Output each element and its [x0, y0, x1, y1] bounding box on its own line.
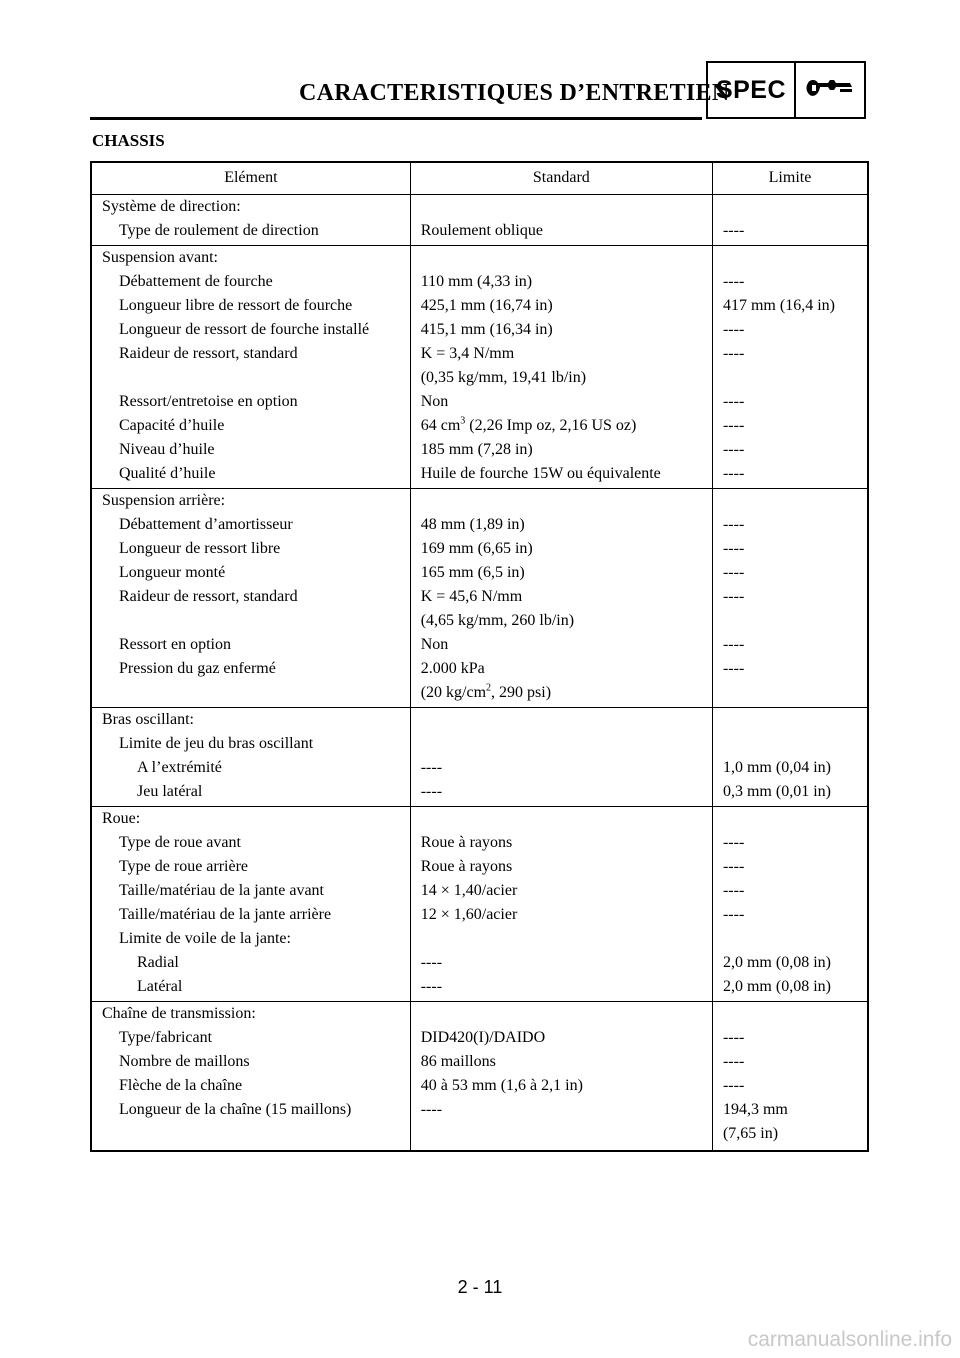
row-label: Raideur de ressort, standard [91, 342, 410, 390]
row-standard: 425,1 mm (16,74 in) [410, 294, 712, 318]
row-limit: 0,3 mm (0,01 in) [712, 780, 868, 807]
row-label: Taille/matériau de la jante arrière [91, 903, 410, 927]
row-limit: ---- [712, 1026, 868, 1050]
row-standard-suffix: (2,26 Imp oz, 2,16 US oz) [465, 417, 637, 434]
row-standard: Roue à rayons [410, 855, 712, 879]
row-label: Ressort en option [91, 633, 410, 657]
spec-badge-label: SPEC [708, 63, 796, 117]
table-row [91, 585, 868, 633]
row-limit: 2,0 mm (0,08 in) [712, 951, 868, 975]
table-row [91, 756, 868, 780]
row-label: Capacité d’huile [91, 414, 410, 438]
row-limit: ---- [712, 462, 868, 489]
row-label: Longueur libre de ressort de fourche [91, 294, 410, 318]
row-standard: ---- [410, 951, 712, 975]
row-limit: ---- [712, 585, 868, 633]
table-row [91, 513, 868, 537]
table-row [91, 975, 868, 1002]
row-limit: ---- [712, 879, 868, 903]
table-row [91, 831, 868, 855]
group-heading-row [91, 195, 868, 220]
row-label: Longueur monté [91, 561, 410, 585]
table-row [91, 294, 868, 318]
row-standard-line1: K = 45,6 N/mm [420, 588, 523, 605]
group-heading-row [91, 807, 868, 832]
row-standard: 415,1 mm (16,34 in) [410, 318, 712, 342]
watermark: carmanualsonline.info [747, 1328, 952, 1351]
page-number: 2 - 11 [457, 1277, 503, 1297]
column-header-standard: Standard [410, 162, 712, 195]
row-label: Débattement de fourche [91, 270, 410, 294]
table-row [91, 438, 868, 462]
row-standard: ---- [410, 756, 712, 780]
row-limit: ---- [712, 657, 868, 708]
row-standard: 12 × 1,60/acier [410, 903, 712, 927]
row-standard-line2: (4,65 kg/mm, 260 lb/in) [420, 612, 575, 629]
row-limit: ---- [712, 855, 868, 879]
row-standard: ---- [410, 975, 712, 1002]
row-label: Ressort/entretoise en option [91, 390, 410, 414]
group-heading: Chaîne de transmission: [91, 1002, 410, 1027]
row-label: Type de roulement de direction [91, 219, 410, 246]
group-heading: Système de direction: [91, 195, 410, 220]
table-row [91, 270, 868, 294]
group-heading-row [91, 489, 868, 514]
row-limit: ---- [712, 390, 868, 414]
group-heading: Bras oscillant: [91, 708, 410, 733]
table-row [91, 951, 868, 975]
row-standard-line2 [421, 681, 712, 705]
row-limit: ---- [712, 318, 868, 342]
row-standard: Non [410, 633, 712, 657]
row-label: Longueur de ressort de fourche installé [91, 318, 410, 342]
row-label: Limite de jeu du bras oscillant [91, 732, 410, 756]
row-limit-line2: (7,65 in) [722, 1125, 779, 1142]
wrench-icon [796, 63, 864, 117]
row-standard [410, 414, 712, 438]
row-standard-line1: 2.000 kPa [420, 660, 485, 677]
row-limit: ---- [712, 513, 868, 537]
row-standard-value: (20 kg/cm [420, 684, 487, 701]
row-standard-line1: K = 3,4 N/mm [420, 345, 515, 362]
row-label: Nombre de maillons [91, 1050, 410, 1074]
group-heading-row [91, 246, 868, 271]
row-limit: ---- [712, 1074, 868, 1098]
table-row [91, 1050, 868, 1074]
table-row [91, 318, 868, 342]
row-limit: ---- [712, 561, 868, 585]
table-row [91, 390, 868, 414]
row-standard: 165 mm (6,5 in) [410, 561, 712, 585]
row-limit: ---- [712, 438, 868, 462]
row-limit: 417 mm (16,4 in) [712, 294, 868, 318]
row-limit-line1: 194,3 mm [722, 1101, 788, 1118]
table-row [91, 342, 868, 390]
table-row [91, 780, 868, 807]
row-label: Niveau d’huile [91, 438, 410, 462]
row-label: Débattement d’amortisseur [91, 513, 410, 537]
row-limit: ---- [712, 537, 868, 561]
row-label: Qualité d’huile [91, 462, 410, 489]
page-header-title: CARACTERISTIQUES D’ENTRETIEN [299, 80, 730, 106]
table-row [91, 855, 868, 879]
row-standard: ---- [410, 1098, 712, 1151]
row-standard-line2: (0,35 kg/mm, 19,41 lb/in) [420, 369, 587, 386]
row-label: Raideur de ressort, standard [91, 585, 410, 633]
superscript: 2 [486, 682, 492, 694]
row-standard: ---- [410, 780, 712, 807]
table-row [91, 219, 868, 246]
table-row [91, 1026, 868, 1050]
table-row [91, 537, 868, 561]
table-row [91, 657, 868, 708]
row-limit: ---- [712, 633, 868, 657]
row-label: Type/fabricant [91, 1026, 410, 1050]
spec-badge [706, 61, 866, 119]
table-row [91, 414, 868, 438]
row-limit: ---- [712, 219, 868, 246]
row-label: Flèche de la chaîne [91, 1074, 410, 1098]
row-label: Jeu latéral [91, 780, 410, 807]
row-limit: 1,0 mm (0,04 in) [712, 756, 868, 780]
row-standard: DID420(I)/DAIDO [410, 1026, 712, 1050]
row-standard [410, 585, 712, 633]
row-standard: Non [410, 390, 712, 414]
row-label: Longueur de ressort libre [91, 537, 410, 561]
group-heading-row [91, 1002, 868, 1027]
table-row [91, 879, 868, 903]
row-standard: 86 maillons [410, 1050, 712, 1074]
row-limit: ---- [712, 270, 868, 294]
column-header-limit: Limite [712, 162, 868, 195]
header-divider [90, 117, 702, 120]
table-row [91, 903, 868, 927]
row-standard: 14 × 1,40/acier [410, 879, 712, 903]
row-label: A l’extrémité [91, 756, 410, 780]
row-label: Taille/matériau de la jante avant [91, 879, 410, 903]
table-row [91, 732, 868, 756]
row-limit: ---- [712, 831, 868, 855]
row-label: Type de roue avant [91, 831, 410, 855]
row-limit: ---- [712, 414, 868, 438]
group-heading: Suspension arrière: [91, 489, 410, 514]
row-standard [410, 657, 712, 708]
row-limit: 2,0 mm (0,08 in) [712, 975, 868, 1002]
table-row [91, 561, 868, 585]
row-standard: 48 mm (1,89 in) [410, 513, 712, 537]
table-row [91, 1098, 868, 1151]
row-limit: ---- [712, 1050, 868, 1074]
row-label: Limite de voile de la jante: [91, 927, 410, 951]
row-standard [410, 342, 712, 390]
row-limit [712, 1098, 868, 1151]
row-label: Longueur de la chaîne (15 maillons) [91, 1098, 410, 1151]
row-label: Type de roue arrière [91, 855, 410, 879]
row-standard: 185 mm (7,28 in) [410, 438, 712, 462]
superscript: 3 [460, 415, 466, 427]
chassis-spec-table [90, 161, 869, 1152]
group-heading: Suspension avant: [91, 246, 410, 271]
group-heading: Roue: [91, 807, 410, 832]
table-row [91, 1074, 868, 1098]
row-label: Radial [91, 951, 410, 975]
column-header-element: Elément [91, 162, 410, 195]
row-standard: Huile de fourche 15W ou équivalente [410, 462, 712, 489]
row-standard: Roulement oblique [410, 219, 712, 246]
row-standard: 169 mm (6,65 in) [410, 537, 712, 561]
row-limit: ---- [712, 342, 868, 390]
row-standard: Roue à rayons [410, 831, 712, 855]
row-label: Latéral [91, 975, 410, 1002]
row-standard: 110 mm (4,33 in) [410, 270, 712, 294]
table-row [91, 927, 868, 951]
group-heading-row [91, 708, 868, 733]
row-standard-suffix: , 290 psi) [491, 684, 552, 701]
row-standard-value: 64 cm [420, 417, 461, 434]
section-title: CHASSIS [92, 131, 165, 150]
row-label: Pression du gaz enfermé [91, 657, 410, 708]
table-row [91, 462, 868, 489]
table-header-row [91, 162, 868, 195]
table-row [91, 633, 868, 657]
row-standard: 40 à 53 mm (1,6 à 2,1 in) [410, 1074, 712, 1098]
row-limit: ---- [712, 903, 868, 927]
